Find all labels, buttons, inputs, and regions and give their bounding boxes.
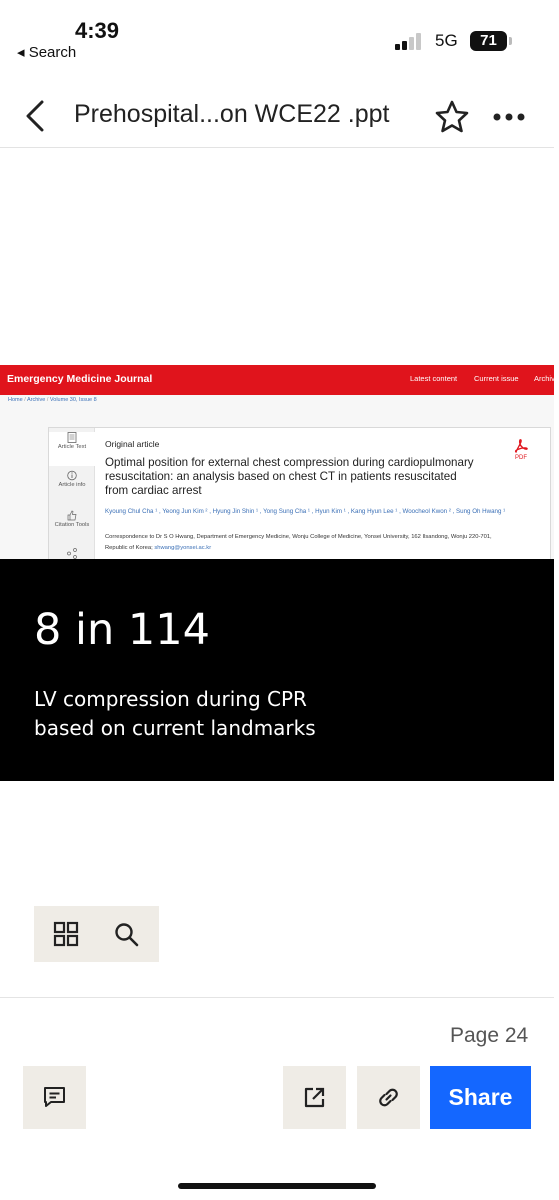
tab-citation-tools — [49, 510, 95, 529]
slide-headline: 8 in 114 — [34, 605, 210, 655]
correspondence-text: Correspondence to Dr S O Hwang, Department of Emergency Medicine, Wonju College of Medicine, Yonsei University, 162 Ilsandong, Wonju 220-701, Republic of Korea; — [105, 534, 492, 551]
chevron-left-icon — [20, 96, 56, 136]
more-dots-icon — [490, 100, 528, 134]
network-type: 5G — [435, 31, 458, 50]
journal-nav-archive: Archive — [534, 374, 559, 383]
article-correspondence — [105, 532, 515, 554]
slide-image — [0, 365, 559, 781]
battery-nub — [509, 37, 512, 45]
divider — [0, 997, 554, 998]
thumbs-up-icon — [67, 510, 77, 521]
document-title: Prehospital...on WCE22 .ppt — [74, 100, 390, 128]
external-link-icon — [302, 1085, 327, 1110]
info-icon — [67, 470, 77, 481]
home-indicator[interactable] — [178, 1183, 376, 1189]
tab-article-info — [49, 470, 95, 489]
journal-name: Emergency Medicine Journal — [7, 373, 153, 385]
back-to-search-link[interactable]: ◂ Search — [17, 44, 77, 61]
slide-text-overlay — [0, 559, 554, 781]
tab-article-text-label: Article Text — [57, 444, 87, 450]
pdf-icon — [513, 439, 529, 453]
article-type: Original article — [105, 439, 160, 449]
battery-icon: 71 — [470, 31, 507, 51]
star-icon — [433, 98, 471, 136]
breadcrumb-issue: Volume 30, Issue 8 — [49, 397, 97, 403]
slide-subtitle-line1: LV compression during CPR — [34, 687, 307, 711]
link-icon — [376, 1085, 401, 1110]
tab-citation-tools-label: Citation Tools — [54, 522, 90, 528]
open-external-button[interactable] — [283, 1066, 346, 1129]
correspondence-email: shwang@yonsei.ac.kr — [154, 545, 212, 551]
pdf-label: PDF — [515, 455, 527, 461]
article-authors: Kyoung Chul Cha ¹ , Yeong Jun Kim ² , Hyung Jin Shin ¹ , Yong Sung Cha ¹ , Hyun Kim ¹ , Kang Hyun Lee ¹ , Woocheol Kwon ² , Sung Oh Hwang ¹ — [105, 508, 506, 515]
slide-subtitle-line2: based on current landmarks — [34, 716, 316, 740]
document-icon — [67, 432, 77, 443]
grid-icon — [50, 918, 82, 950]
cellular-signal-icon — [395, 33, 425, 50]
view-tools — [34, 906, 159, 962]
share-nodes-icon — [67, 548, 77, 559]
comment-button[interactable] — [23, 1066, 86, 1129]
tab-article-text — [49, 432, 95, 466]
comment-icon — [42, 1085, 67, 1110]
journal-nav-latest: Latest content — [410, 374, 458, 383]
status-time: 4:39 — [75, 18, 120, 43]
search-button[interactable] — [110, 918, 142, 950]
page-indicator: Page 24 — [450, 1024, 529, 1047]
journal-nav-current: Current issue — [474, 374, 519, 383]
search-icon — [110, 918, 142, 950]
journal-banner — [0, 365, 559, 395]
article-title: Optimal position for external chest compression during cardiopulmonary resuscitation: an analysis based on chest CT in patients resuscitated from cardiac arrest — [105, 456, 474, 497]
grid-view-button[interactable] — [50, 918, 82, 950]
article-card — [48, 427, 551, 567]
back-button[interactable] — [20, 96, 56, 136]
document-header — [0, 86, 554, 148]
breadcrumb-home: Home — [8, 397, 23, 403]
share-button[interactable]: Share — [430, 1066, 531, 1129]
tab-article-info-label: Article info — [58, 482, 86, 488]
breadcrumb-archive: Archive — [26, 397, 46, 403]
copy-link-button[interactable] — [357, 1066, 420, 1129]
more-options-button[interactable] — [490, 100, 528, 134]
pdf-download — [512, 439, 530, 461]
journal-breadcrumb: Home / Archive / Volume 30, Issue 8 — [8, 397, 97, 403]
favorite-button[interactable] — [433, 98, 471, 136]
